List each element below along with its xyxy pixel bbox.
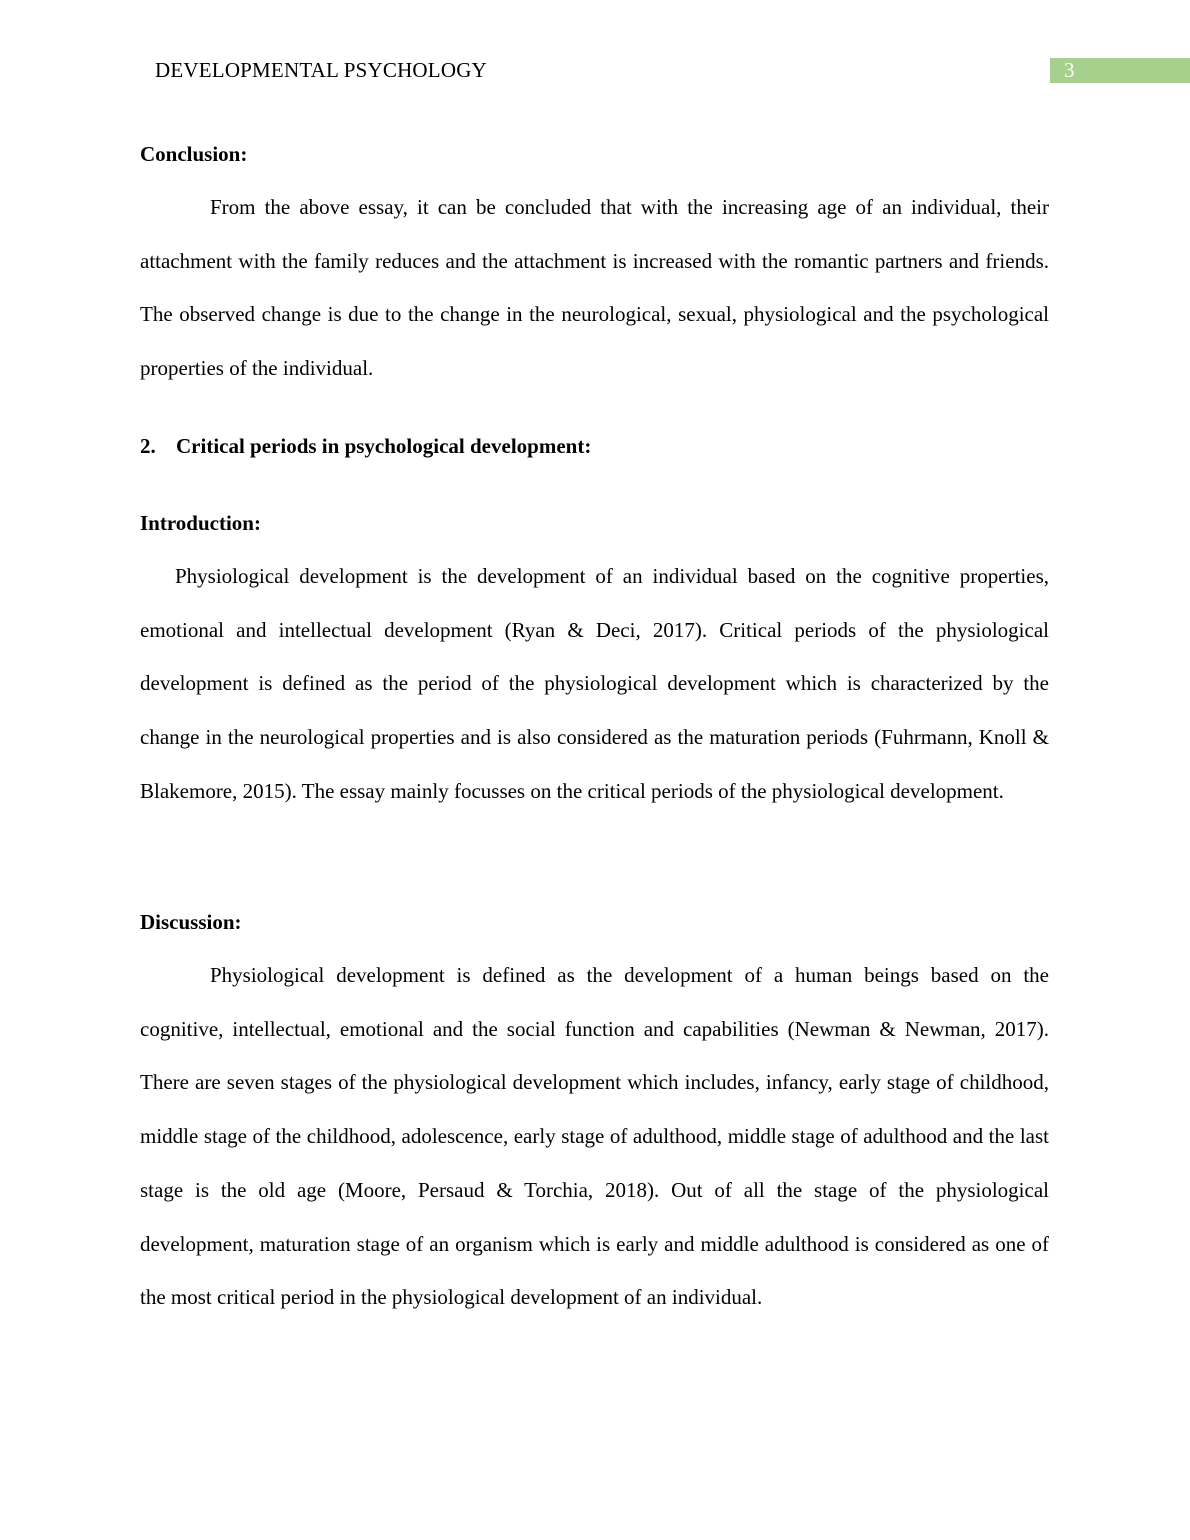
page-number-badge (1050, 58, 1190, 83)
conclusion-heading: Conclusion: (140, 142, 248, 166)
discussion-paragraph: Physiological development is defined as the development of a human beings based on the cognitive, intellectual, emotional and the social function and capabilities (Newman & Newman, 2017). There are seven stages of the physiological development which includes, infancy, early stage of childhood, middle stage of the childhood, adolescence, early stage of adulthood, middle stage of adulthood and the last stage is the old age (Moore, Persaud & Torchia, 2018). Out of all the stage of the physiological development, maturation stage of an organism which is early and middle adulthood is considered as one of the most critical period in the physiological development of an individual. (140, 963, 1049, 1310)
introduction-paragraph: Physiological development is the development of an individual based on the cognitive properties, emotional and intellectual development (Ryan & Deci, 2017). Critical periods of the physiological development is defined as the period of the physiological development which is characterized by the change in the neurological properties and is also considered as the maturation periods (Fuhrmann, Knoll & Blakemore, 2015). The essay mainly focusses on the critical periods of the physiological development. (140, 564, 1049, 803)
section-title: Critical periods in psychological development: (176, 434, 592, 458)
section-heading-critical-periods (140, 433, 591, 459)
discussion-heading: Discussion: (140, 910, 242, 934)
introduction-heading: Introduction: (140, 511, 261, 535)
conclusion-paragraph: From the above essay, it can be concluded that with the increasing age of an individual, their attachment with the family reduces and the attachment is increased with the romantic partners and friends. The observed change is due to the change in the neurological, sexual, physiological and the psychological properties of the individual. (140, 195, 1049, 381)
page-number: 3 (1064, 58, 1075, 82)
section-number: 2. (140, 434, 156, 458)
running-head: DEVELOPMENTAL PSYCHOLOGY (155, 58, 487, 82)
